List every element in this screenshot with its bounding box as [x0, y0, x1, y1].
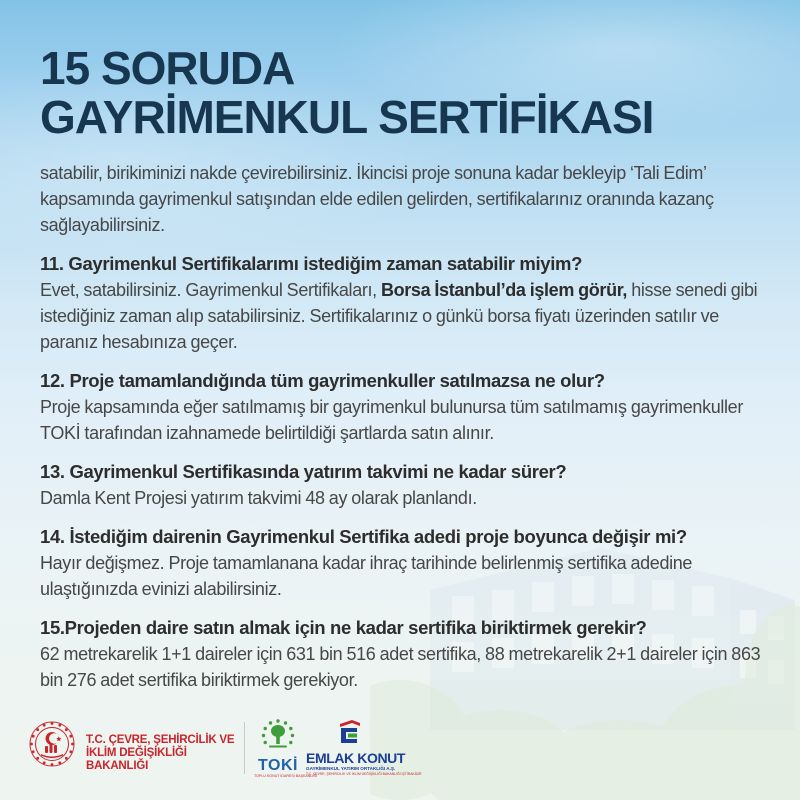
answer-15	[40, 641, 766, 693]
toki-wordmark: TOKİ	[258, 757, 298, 774]
emlak-konut-wordmark: EMLAK KONUT	[306, 750, 406, 766]
question-12: 12. Proje tamamlandığında tüm gayrimenkuller satılmazsa ne olur?	[40, 370, 605, 391]
answer-13	[40, 485, 766, 511]
ministry-name-line2: İKLİM DEĞİŞİKLİĞİ BAKANLIĞI	[86, 747, 187, 772]
answer-14	[40, 550, 766, 602]
footer-logos	[0, 710, 800, 800]
answer-11-pre: Evet, satabilirsiniz. Gayrimenkul Sertifikaları,	[40, 280, 381, 300]
emlak-konut-icon	[336, 720, 362, 744]
emlak-konut-subtext1: GAYRİMENKUL YATIRIM ORTAKLIĞI A.Ş.	[306, 766, 396, 771]
emlak-konut-subtext2: T.C. ÇEVRE, ŞEHİRCİLİK VE İKLİM DEĞİŞİKLİĞİ BAKANLIĞI İŞTİRAKİDİR	[306, 772, 422, 776]
answer-14-pre: Hayır değişmez. Proje tamamlanana kadar ihraç tarihinde belirlenmiş sertifika adedine ulaştığınızda evinizi alabilirsiniz.	[40, 553, 693, 599]
ministry-seal-icon	[28, 720, 76, 768]
page-title	[40, 44, 766, 142]
answer-15-pre: 62 metrekarelik 1+1 daireler için 631 bin 516 adet sertifika, 88 metrekarelik 2+1 daireler için 863 bin 276 adet sertifika biriktirmek gerekiyor.	[40, 644, 761, 690]
toki-tree-icon	[261, 718, 295, 752]
infographic-body	[40, 44, 766, 693]
question-13: 13. Gayrimenkul Sertifikasında yatırım takvimi ne kadar sürer?	[40, 461, 567, 482]
toki-subtext: TOPLU KONUT İDARESİ BAŞKANLIĞI	[254, 774, 318, 778]
ministry-name	[86, 734, 246, 773]
page-title-line1: 15 SORUDA	[40, 42, 295, 94]
answer-11	[40, 277, 766, 355]
question-11: 11. Gayrimenkul Sertifikalarımı istediğim zaman satabilir miyim?	[40, 253, 583, 274]
qa-block-12	[40, 368, 766, 446]
qa-block-11	[40, 251, 766, 355]
question-15: 15.Projeden daire satın almak için ne kadar sertifika biriktirmek gerekir?	[40, 617, 647, 638]
toki-logo	[254, 718, 318, 778]
answer-11-bold: Borsa İstanbul’da işlem görür,	[380, 280, 628, 300]
question-14: 14. İstediğim dairenin Gayrimenkul Sertifika adedi proje boyunca değişir mi?	[40, 526, 687, 547]
emlak-konut-logo	[306, 720, 422, 776]
intro-paragraph: satabilir, birikiminizi nakde çevirebilirsiniz. İkincisi proje sonuna kadar bekleyip ‘Tali Edim’ kapsamında gayrimenkul satışından elde edilen gelirden, sertifikalarınız oranında kazanç sağlayabilirsiniz.	[40, 163, 714, 235]
qa-block-14	[40, 524, 766, 602]
answer-11-post: hisse senedi gibi istediğiniz zaman alıp satabilirsiniz. Sertifikalarınız o günkü borsa fiyatı üzerinden satılır ve paranız hesabınıza geçer.	[40, 280, 758, 352]
answer-12-pre: Proje kapsamında eğer satılmamış bir gayrimenkul bulunursa tüm satılmamış gayrimenkuller TOKİ tarafından izahnamede belirtildiği şartlarda satın alınır.	[40, 397, 743, 443]
footer-divider	[244, 722, 245, 774]
page-title-line2: GAYRİMENKUL SERTİFİKASI	[40, 91, 654, 143]
answer-12	[40, 394, 766, 446]
answer-13-pre: Damla Kent Projesi yatırım takvimi 48 ay olarak planlandı.	[40, 488, 477, 508]
qa-block-13	[40, 459, 766, 511]
ministry-name-line1: T.C. ÇEVRE, ŞEHİRCİLİK VE	[86, 734, 235, 746]
qa-block-15	[40, 615, 766, 693]
